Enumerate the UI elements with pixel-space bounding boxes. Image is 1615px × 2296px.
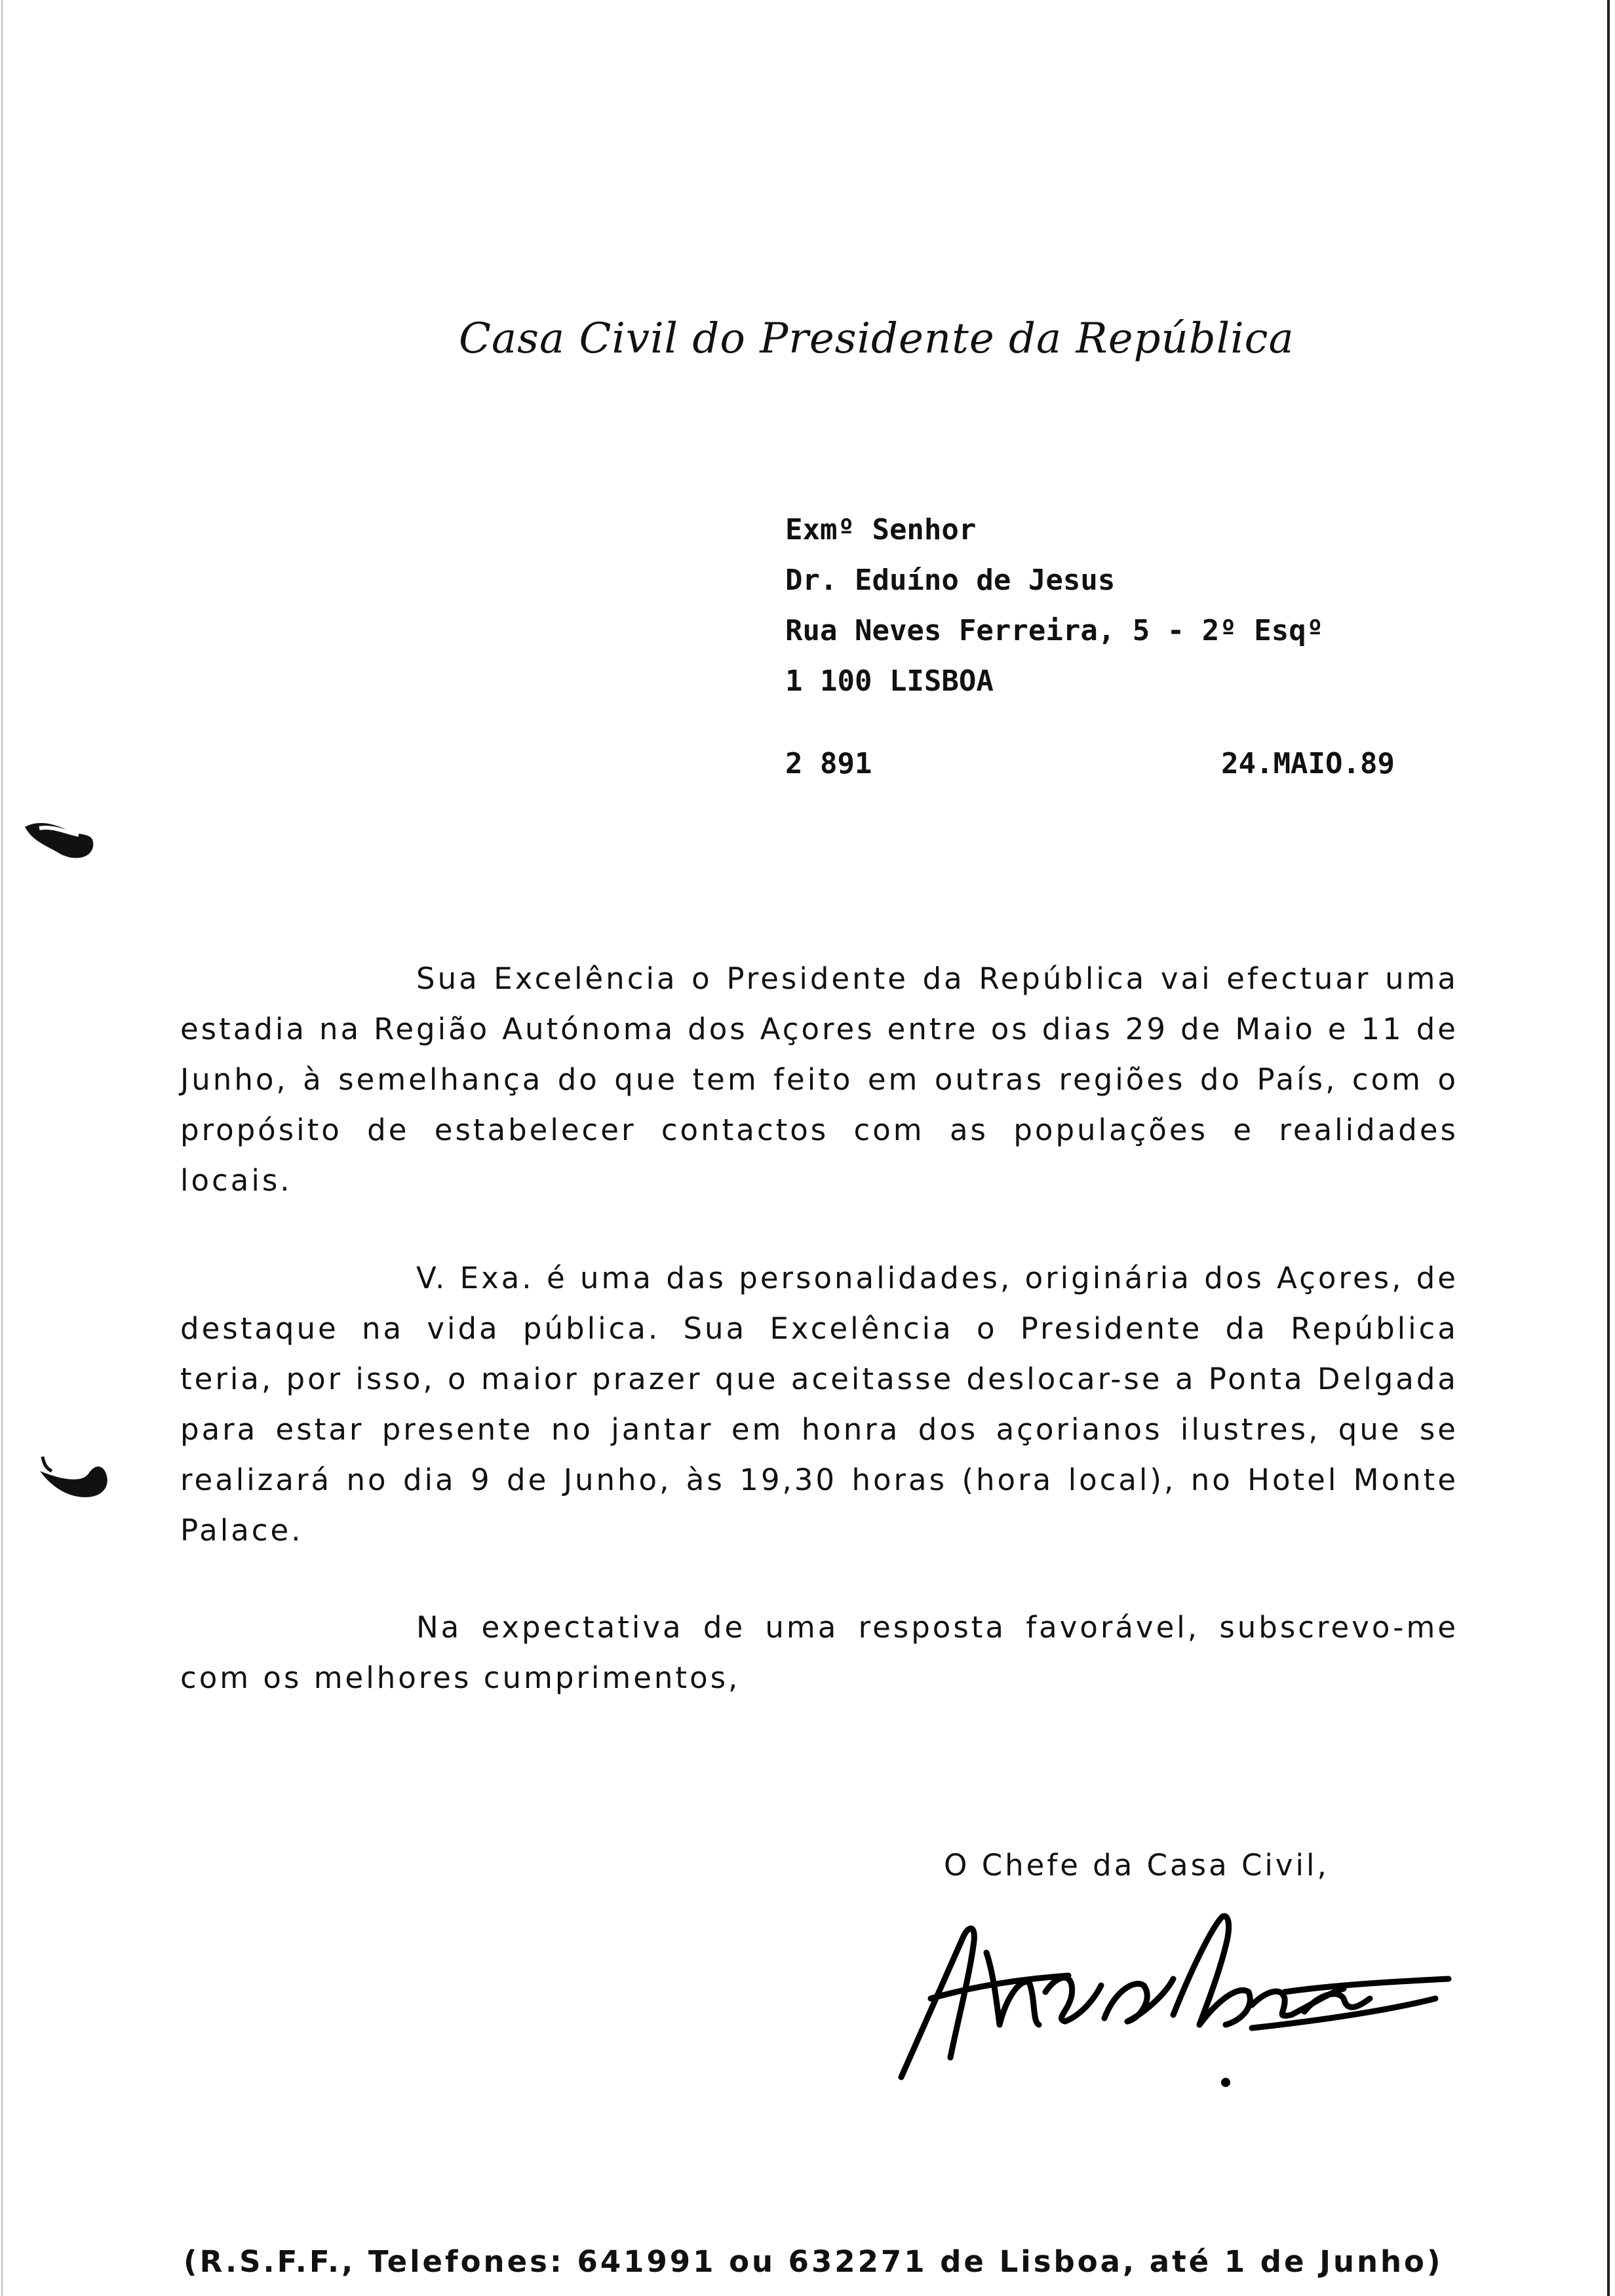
address-line-name: Dr. Eduíno de Jesus	[785, 564, 1116, 597]
body-paragraph-2	[180, 1253, 1458, 1556]
paragraph-text: V. Exa. é uma das personalidades, originária dos Açores, de destaque na vida pública. Sua Excelência o Presidente da República teria, por isso, o maior prazer que aceitasse deslocar-se a Ponta Delgada para estar presente no jantar em honra dos açorianos ilustres, que se realizará no dia 9 de Junho, às 19,30 horas (hora local), no Hotel Monte Palace.	[180, 1261, 1458, 1548]
scan-edge-right	[1607, 0, 1610, 2296]
punch-hole-icon	[20, 813, 98, 865]
reference-number: 2 891	[785, 747, 872, 780]
body-paragraph-3	[180, 1602, 1458, 1703]
punch-hole-icon	[36, 1451, 115, 1504]
handwritten-signature	[885, 1900, 1462, 2097]
scan-edge-left	[1, 0, 3, 2296]
address-line-street: Rua Neves Ferreira, 5 - 2º Esqº	[785, 614, 1324, 647]
reference-row	[785, 747, 1395, 786]
address-line-city: 1 100 LISBOA	[785, 664, 994, 698]
letter-date: 24.MAIO.89	[1221, 747, 1395, 780]
paragraph-text: Sua Excelência o Presidente da República vai efectuar uma estadia na Região Autónoma dos Açores entre os dias 29 de Maio e 11 de Junho, à semelhança do que tem feito em outras regiões do País, com o propósito de estabelecer contactos com as populações e realidades locais.	[180, 961, 1458, 1198]
footer-rsvp-note: (R.S.F.F., Telefones: 641991 ou 632271 de Lisboa, até 1 de Junho)	[184, 2244, 1443, 2279]
closing-signoff: O Chefe da Casa Civil,	[944, 1848, 1329, 1883]
address-line-salutation: Exmº Senhor	[785, 513, 977, 546]
letterhead-title: Casa Civil do Presidente da República	[459, 315, 1294, 363]
letterhead	[459, 315, 1294, 387]
recipient-address	[785, 505, 1323, 706]
paragraph-text: Na expectativa de uma resposta favorável, subscrevo-me com os melhores cumprimentos,	[180, 1610, 1458, 1695]
body-paragraph-1	[180, 953, 1458, 1206]
